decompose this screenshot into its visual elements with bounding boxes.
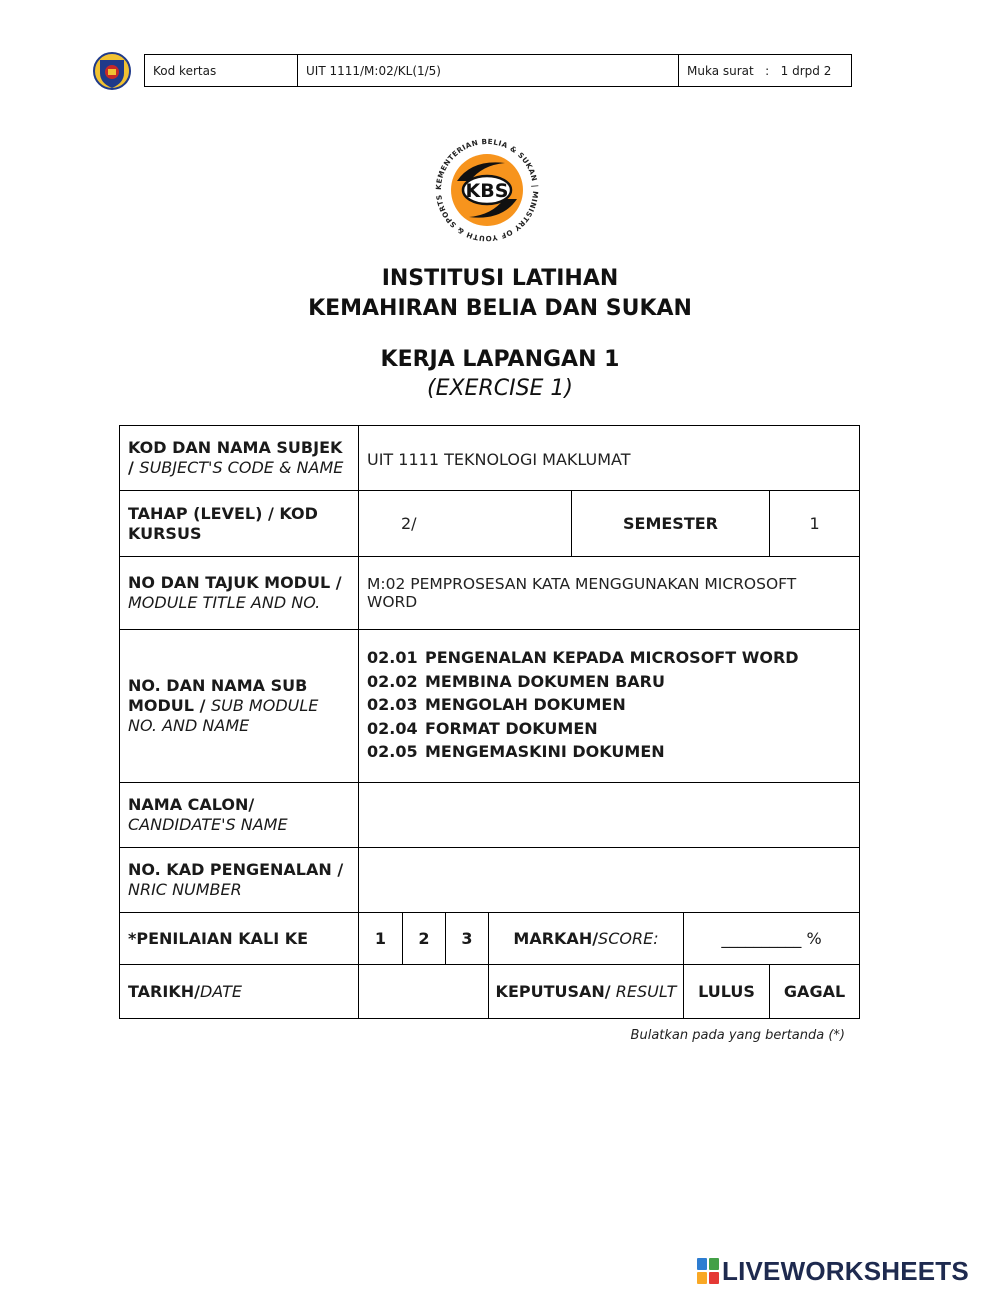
level-value: 2/ — [359, 491, 572, 557]
assessment-label: *PENILAIAN KALI KE — [120, 913, 359, 965]
module-value: M:02 PEMPROSESAN KATA MENGGUNAKAN MICROSOFT WORD — [359, 557, 860, 630]
institution-crest-icon — [92, 51, 132, 91]
candidate-name-field[interactable] — [359, 783, 860, 848]
list-item: 02.03 MENGOLAH DOKUMEN — [367, 695, 626, 714]
list-item: 02.01 PENGENALAN KEPADA MICROSOFT WORD — [367, 648, 799, 667]
footnote: Bulatkan pada yang bertanda (*) — [630, 1028, 845, 1043]
attempt-1[interactable]: 1 — [359, 913, 403, 965]
subject-label: KOD DAN NAMA SUBJEK / SUBJECT'S CODE & NAME — [120, 426, 359, 491]
subject-row — [120, 426, 860, 491]
watermark-text: LIVEWORKSHEETS — [722, 1255, 969, 1286]
assessment-form-table — [119, 425, 860, 1019]
semester-value: 1 — [770, 491, 860, 557]
module-label: NO DAN TAJUK MODUL / MODULE TITLE AND NO. — [120, 557, 359, 630]
result-fail[interactable]: GAGAL — [770, 965, 860, 1019]
page-number: Muka surat : 1 drpd 2 — [679, 55, 852, 87]
attempt-2[interactable]: 2 — [403, 913, 446, 965]
exercise-title: KERJA LAPANGAN 1 — [380, 347, 620, 372]
submodule-row — [120, 630, 860, 783]
result-label: KEPUTUSAN/ RESULT — [489, 965, 684, 1019]
logo-text: KBS — [465, 180, 509, 202]
submodule-list — [359, 630, 860, 783]
nric-row — [120, 848, 860, 913]
date-label: TARIKH/DATE — [120, 965, 359, 1019]
logo-ring-text: KEMENTERIAN BELIA & SUKAN | MINISTRY OF YOUTH & SPORTS — [433, 136, 541, 244]
list-item: 02.02 MEMBINA DOKUMEN BARU — [367, 671, 665, 691]
list-item: 02.05 MENGEMASKINI DOKUMEN — [367, 742, 665, 761]
date-field[interactable] — [359, 965, 489, 1019]
result-pass[interactable]: LULUS — [684, 965, 770, 1019]
exercise-subtitle: (EXERCISE 1) — [426, 376, 574, 401]
score-label: MARKAH/SCORE: — [489, 913, 684, 965]
liveworksheets-logo-icon — [697, 1258, 719, 1284]
level-row — [120, 491, 860, 557]
nric-label: NO. KAD PENGENALAN / NRIC NUMBER — [120, 848, 359, 913]
institution-title-line2: KEMAHIRAN BELIA DAN SUKAN — [308, 296, 692, 321]
institution-title-line1: INSTITUSI LATIHAN — [381, 266, 619, 291]
level-label: TAHAP (LEVEL) / KOD KURSUS — [120, 491, 359, 557]
paper-code-value: UIT 1111/M:02/KL(1/5) — [298, 55, 679, 87]
module-row — [120, 557, 860, 630]
paper-code-label: Kod kertas — [145, 55, 298, 87]
candidate-label: NAMA CALON/ CANDIDATE'S NAME — [120, 783, 359, 848]
assessment-row — [120, 913, 860, 965]
liveworksheets-watermark — [697, 1257, 969, 1285]
kbs-logo — [420, 133, 554, 247]
nric-field[interactable] — [359, 848, 860, 913]
submodule-label: NO. DAN NAMA SUB MODUL / SUB MODULE NO. AND NAME — [120, 630, 359, 783]
score-field[interactable]: __________ % — [684, 913, 860, 965]
header-info-table — [144, 54, 852, 87]
date-row — [120, 965, 860, 1019]
semester-label: SEMESTER — [572, 491, 770, 557]
subject-value: UIT 1111 TEKNOLOGI MAKLUMAT — [359, 426, 860, 491]
candidate-row — [120, 783, 860, 848]
list-item: 02.04 FORMAT DOKUMEN — [367, 718, 598, 738]
attempt-3[interactable]: 3 — [446, 913, 489, 965]
